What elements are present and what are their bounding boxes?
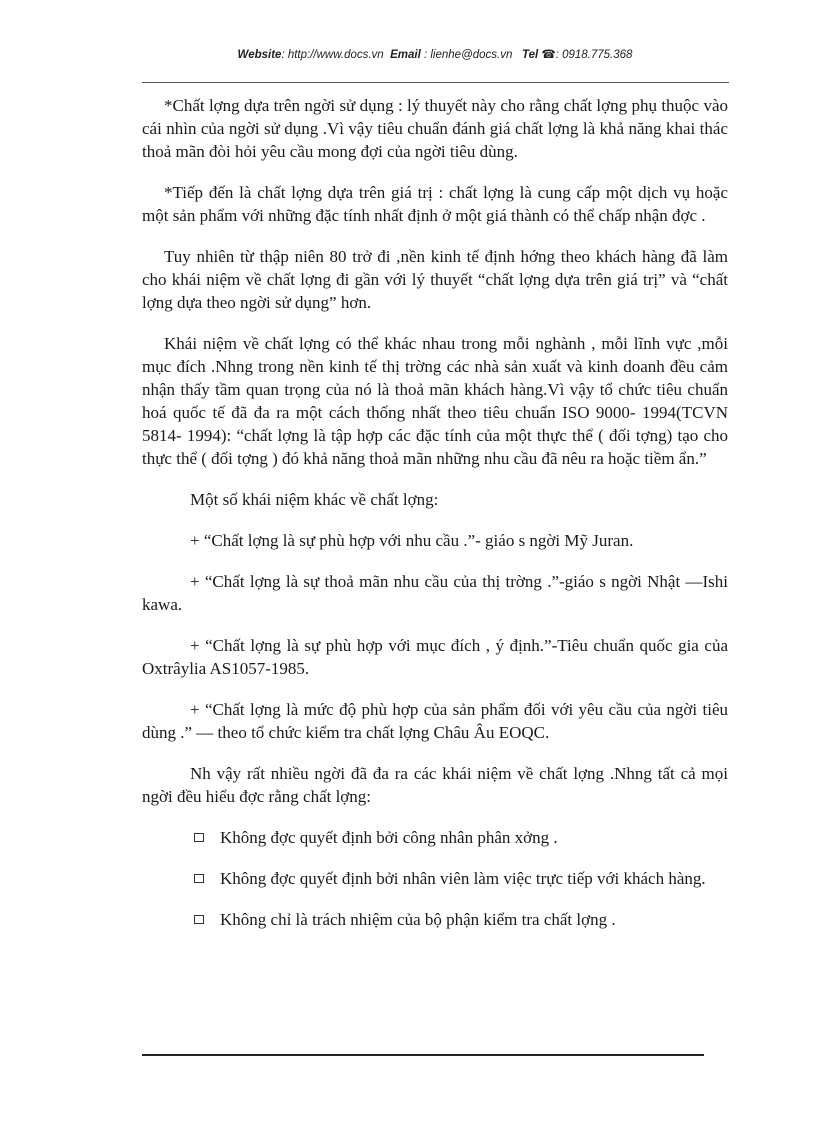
paragraph: + “Chất lợng là sự phù hợp với nhu cầu .”- giáo s ngời Mỹ Juran.: [190, 531, 634, 550]
paragraph: + “Chất lợng là sự thoả mãn nhu cầu của thị trờng .”-giáo s ngời Nhật —Ishi kawa.: [142, 572, 728, 614]
list-item-text: Không chỉ là trách nhiệm của bộ phận kiểm tra chất lợng .: [220, 910, 616, 929]
paragraph: Tuy nhiên từ thập niên 80 trở đi ,nền kinh tế định hớng theo khách hàng đã làm cho khái niệm về chất lợng đi gần với lý thuyết “chất lợng dựa trên giá trị” và “chất lợng dựa theo ngời sử dụng” hơn.: [142, 247, 728, 312]
paragraph: Một số khái niệm khác về chất lợng:: [190, 490, 439, 509]
list-item: [142, 908, 728, 931]
checkbox-bullet-icon: [194, 915, 204, 924]
paragraph: Khái niệm về chất lợng có thể khác nhau trong mỗi nghành , mỗi lĩnh vực ,mỗi mục đích .Nhng trong nền kinh tế thị trờng các nhà sản xuất và kinh doanh đều cảm nhận thấy tầm quan trọng của nó là thoả mãn khách hàng.Vì vậy tổ chức tiêu chuẩn hoá quốc tế đã đa ra một cách thống nhất theo tiêu chuẩn ISO 9000- 1994(TCVN 5814- 1994): “chất lợng là tập hợp các đặc tính của một thực thể ( đối tợng) tạo cho thực thể ( đối tợng ) đó khả năng thoả mãn những nhu cầu đã nêu ra hoặc tiềm ẩn.”: [142, 334, 728, 468]
checkbox-bullet-icon: [194, 833, 204, 842]
email-value[interactable]: : lienhe@docs.vn: [423, 49, 513, 61]
bullet-list: [142, 826, 728, 931]
list-item: [142, 867, 728, 890]
tel-value: : 0918.775.368: [555, 49, 633, 61]
header-divider: [142, 82, 729, 83]
tel-label: Tel: [521, 49, 539, 61]
document-body: [142, 94, 728, 949]
paragraph: + “Chất lợng là mức độ phù hợp của sản phẩm đối với yêu cầu của ngời tiêu dùng .” — theo tổ chức kiểm tra chất lợng Châu Âu EOQC.: [142, 700, 728, 742]
list-item-text: Không đợc quyết định bởi nhân viên làm việc trực tiếp với khách hàng.: [220, 869, 706, 888]
paragraph: *Tiếp đến là chất lợng dựa trên giá trị : chất lợng là cung cấp một dịch vụ hoặc một sản phẩm với những đặc tính nhất định ở một giá thành có thể chấp nhận đợc .: [142, 183, 728, 225]
website-value[interactable]: : http://www.docs.vn: [281, 49, 384, 61]
footer-divider: [142, 1054, 704, 1056]
page-header: Website: http://www.docs.vn Email : lienhe@docs.vn Tel ☎: 0918.775.368: [237, 49, 633, 61]
list-item: [142, 826, 728, 849]
website-label: Website: [237, 49, 282, 61]
paragraph: *Chất lợng dựa trên ngời sử dụng : lý thuyết này cho rằng chất lợng phụ thuộc vào cái nhìn của ngời sử dụng .Vì vậy tiêu chuẩn đánh giá chất lợng là khả năng khai thác thoả mãn đòi hỏi yêu cầu mong đợi của ngời tiêu dùng.: [142, 96, 728, 161]
checkbox-bullet-icon: [194, 874, 204, 883]
email-label: Email: [390, 49, 421, 61]
paragraph: Nh vậy rất nhiều ngời đã đa ra các khái niệm về chất lợng .Nhng tất cả mọi ngời đều hiểu đợc rằng chất lợng:: [142, 764, 728, 806]
paragraph: + “Chất lợng là sự phù hợp với mục đích , ý định.”-Tiêu chuẩn quốc gia của Oxtrâylia AS1057-1985.: [142, 636, 728, 678]
list-item-text: Không đợc quyết định bởi công nhân phân xởng .: [220, 828, 558, 847]
